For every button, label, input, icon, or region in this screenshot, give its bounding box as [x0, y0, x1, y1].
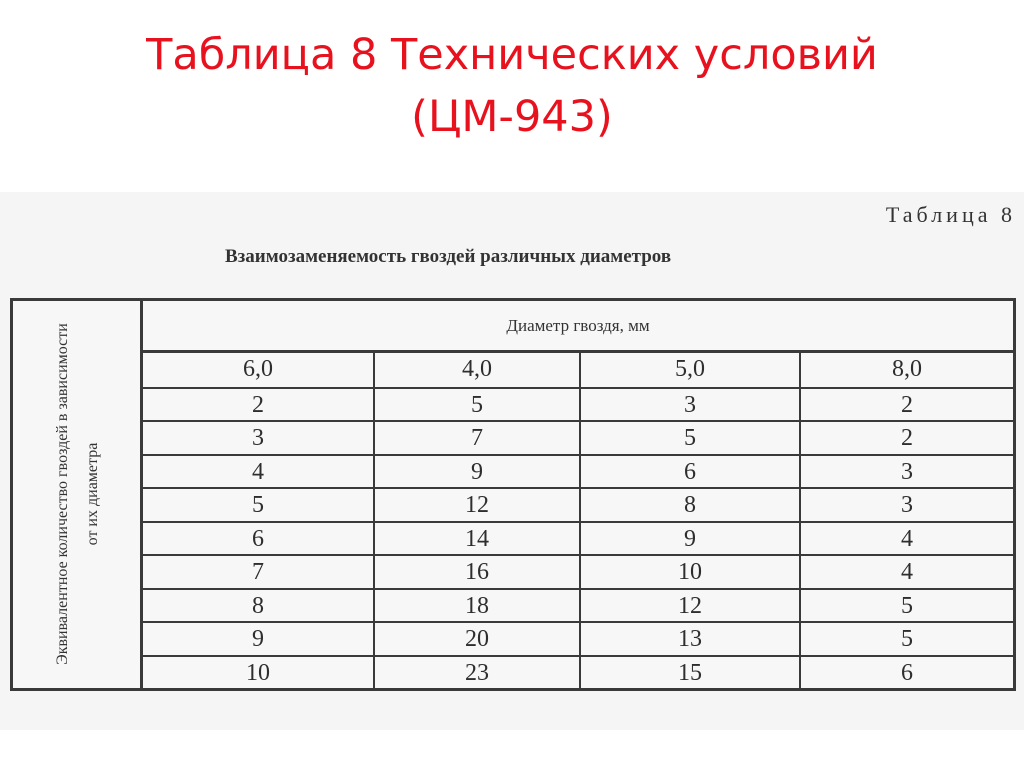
- side-header-label: Эквивалентное количество гвоздей в зависимости от их диаметра: [54, 323, 101, 665]
- table-row: [143, 588, 1013, 622]
- table-row: [143, 454, 1013, 488]
- table-row: [143, 621, 1013, 655]
- table-cell: 4: [799, 556, 1013, 588]
- table-cell: 20: [373, 623, 579, 655]
- table-cell: 8: [579, 489, 799, 521]
- table-cell: 15: [579, 657, 799, 689]
- slide-title-line-1: Таблица 8 Технических условий: [146, 30, 878, 80]
- table-cell: 9: [373, 456, 579, 488]
- side-header-cell: [13, 301, 143, 688]
- table-cell: 12: [373, 489, 579, 521]
- nail-interchangeability-table: [10, 298, 1016, 691]
- slide-title-line-2: (ЦМ-943): [411, 92, 613, 142]
- table-cell: 7: [373, 422, 579, 454]
- table-cell: 3: [799, 489, 1013, 521]
- table-cell: 2: [252, 391, 264, 418]
- table-cell: 10: [246, 659, 270, 686]
- table-cell: 9: [252, 626, 264, 652]
- table-cell: 14: [373, 523, 579, 555]
- table-cell: 6: [579, 456, 799, 488]
- table-row: [143, 655, 1013, 689]
- table-row: [143, 420, 1013, 454]
- table-cell: 6: [252, 525, 264, 552]
- table-row: [143, 387, 1013, 421]
- slide-title: [0, 24, 1024, 148]
- table-cell: 9: [579, 523, 799, 555]
- diameter-header-cell: 6,0: [243, 356, 273, 382]
- table-number-label: Таблица 8: [885, 202, 1016, 227]
- table-cell: 8: [252, 592, 264, 619]
- table-cell: 10: [579, 556, 799, 588]
- diameter-header-cell: 8,0: [799, 353, 1013, 387]
- table-cell: 5: [579, 422, 799, 454]
- table-cell: 13: [579, 623, 799, 655]
- table-row: [143, 487, 1013, 521]
- table-cell: 4: [252, 458, 264, 485]
- table-body: [143, 353, 1013, 688]
- table-cell: 3: [579, 389, 799, 421]
- table-cell: 5: [799, 590, 1013, 622]
- table-cell: 5: [252, 492, 264, 518]
- diameter-header-cell: 5,0: [579, 353, 799, 387]
- diameter-header-cell: 4,0: [373, 353, 579, 387]
- table-caption: Взаимозаменяемость гвоздей различных диаметров: [225, 246, 672, 267]
- table-cell: 7: [252, 559, 264, 585]
- diameter-header-row: [143, 353, 1013, 387]
- table-cell: 3: [799, 456, 1013, 488]
- table-row: [143, 521, 1013, 555]
- table-cell: 18: [373, 590, 579, 622]
- table-cell: 2: [799, 422, 1013, 454]
- table-cell: 3: [252, 425, 264, 451]
- table-cell: 5: [373, 389, 579, 421]
- table-cell: 4: [799, 523, 1013, 555]
- table-cell: 6: [799, 657, 1013, 689]
- table-cell: 2: [799, 389, 1013, 421]
- column-group-header: Диаметр гвоздя, мм: [143, 301, 1013, 353]
- table-cell: 12: [579, 590, 799, 622]
- table-cell: 23: [373, 657, 579, 689]
- table-cell: 16: [373, 556, 579, 588]
- table-row: [143, 554, 1013, 588]
- table-cell: 5: [799, 623, 1013, 655]
